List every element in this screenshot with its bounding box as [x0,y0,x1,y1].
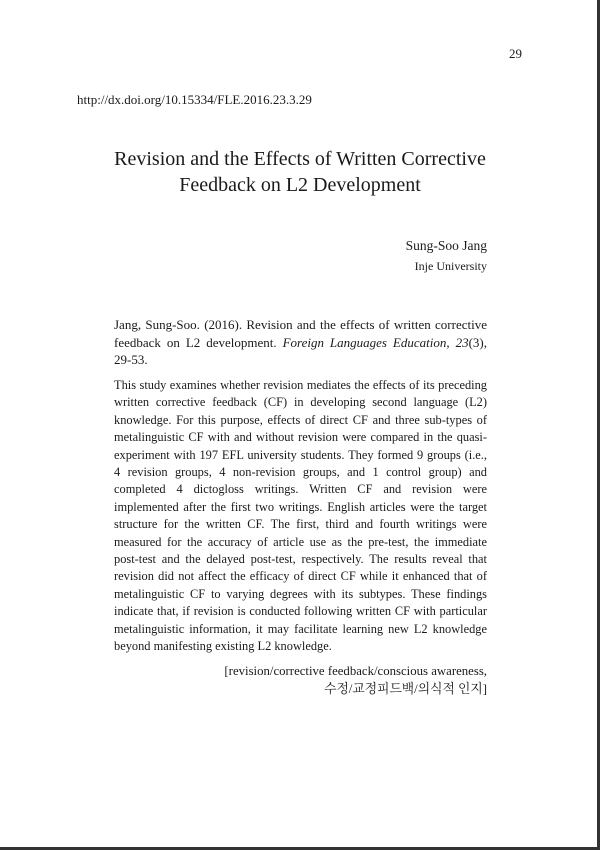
author-name: Sung-Soo Jang [405,238,487,253]
keywords-line-2: 수정/교정피드백/의식적 인지] [324,682,487,696]
citation-journal: Foreign Languages Education, 23 [282,334,469,350]
author-affiliation: Inje University [414,259,487,273]
citation-prefix: Jang, Sung-Soo. (2016). Revision and the effects of written corrective feedback on L2 development. [114,317,487,350]
keywords [224,662,487,698]
title-line-2: Feedback on L2 Development [179,174,421,196]
citation [114,316,487,369]
page-number: 29 [509,46,522,61]
keywords-line-1: [revision/corrective feedback/conscious awareness, [224,664,487,678]
citation-issue-pages: (3), 29-53. [114,334,487,367]
doi-link[interactable]: http://dx.doi.org/10.15334/FLE.2016.23.3.29 [77,92,312,107]
paper-title [60,146,540,198]
title-line-1: Revision and the Effects of Written Corrective [114,148,486,170]
abstract: This study examines whether revision mediates the effects of its preceding written corrective feedback (CF) in developing second language (L2) knowledge. For this purpose, effects of direct CF and three sub-types of metalinguistic CF with and without revision were compared in the quasi-experiment with 197 EFL university students. They formed 9 groups (i.e., 4 revision groups, 4 non-revision groups, and 1 control group) and completed 4 dictogloss writings. Written CF and revision were implemented after the first two writings. English articles were the target structure for the written CF. The first, third and fourth writings were measured for the accuracy of article use as the pre-test, the immediate post-test and the delayed post-test, respectively. The results reveal that revision did not affect the efficacy of direct CF while it enhanced that of metalinguistic CF to varying degrees with its subtypes. These findings indicate that, if revision is conducted following written CF with particular metalinguistic information, it may facilitate learning new L2 knowledge beyond manifesting existing L2 knowledge. [114,378,487,654]
author-block [406,236,487,276]
